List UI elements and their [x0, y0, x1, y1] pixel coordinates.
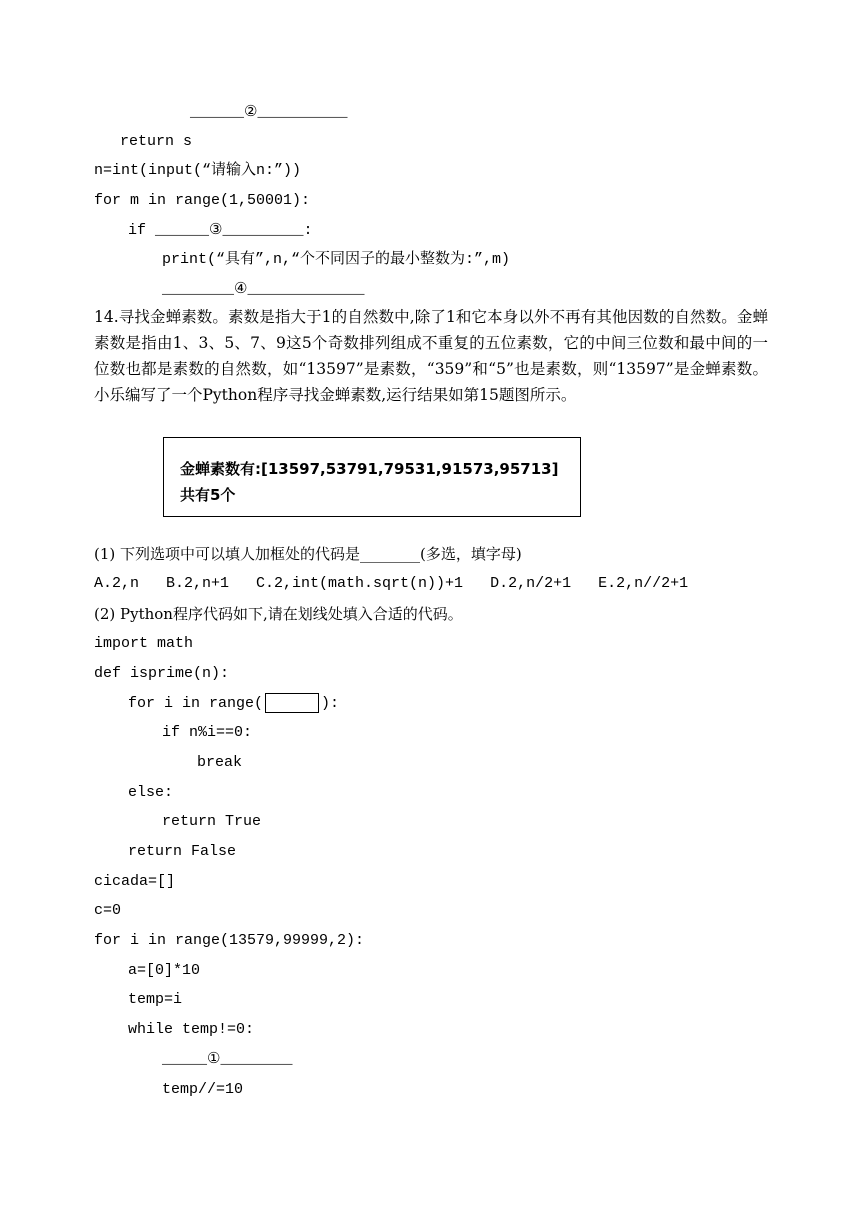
code-temp-div: temp//=10: [162, 1081, 244, 1098]
code-if-prefix: if: [128, 222, 156, 239]
code-return-true: return True: [162, 813, 262, 830]
answer-options: A.2,n B.2,n+1 C.2,int(math.sqrt(n))+1 D.2,n/2+1 E.2,n//2+1: [94, 575, 689, 592]
code-def-isprime: def isprime(n):: [94, 665, 230, 682]
code-for-m: for m in range(1,50001):: [94, 192, 311, 209]
code-cicada: cicada=[]: [94, 873, 176, 890]
code-return-s: return s: [120, 133, 193, 150]
code-if-mod: if n%i==0:: [162, 724, 253, 741]
code-for-i-prefix: for i in range(: [128, 694, 264, 712]
code-a-init: a=[0]*10: [128, 962, 201, 979]
result-figure-box: [163, 437, 581, 517]
code-while: while temp!=0:: [128, 1021, 255, 1038]
code-import: import math: [94, 635, 194, 652]
subquestion-2: (2) Python程序代码如下,请在划线处填入合适的代码。: [94, 605, 463, 623]
subquestion-1: (1) 下列选项中可以填人加框处的代码是________(多选，填字母): [94, 545, 522, 563]
blank-4[interactable]: ________④_____________: [162, 281, 365, 298]
boxed-blank[interactable]: [265, 693, 319, 713]
code-if-suffix: :: [303, 222, 313, 239]
code-print-line: print(“具有”,n,“个不同因子的最小整数为:”,m): [162, 251, 511, 268]
blank-3[interactable]: ______③_________: [155, 222, 304, 239]
code-for-i-suffix: ):: [321, 694, 340, 712]
code-else: else:: [128, 784, 174, 801]
blank-1[interactable]: _____①________: [162, 1051, 293, 1068]
code-for-i-line: [128, 693, 339, 714]
result-line-primes: 金蝉素数有:[13597,53791,79531,91573,95713]: [180, 460, 559, 478]
code-if-line: [128, 221, 313, 241]
code-for-range: for i in range(13579,99999,2):: [94, 932, 365, 949]
code-break: break: [197, 754, 243, 771]
result-line-count: 共有5个: [180, 486, 236, 504]
code-input-n: n=int(input(“请输入n:”)): [94, 162, 302, 179]
code-c0: c=0: [94, 902, 122, 919]
code-temp-i: temp=i: [128, 991, 183, 1008]
code-return-false: return False: [128, 843, 237, 860]
question-14-text: 14.寻找金蝉素数。素数是指大于1的自然数中,除了1和它本身以外不再有其他因数的自然数。金蝉素数是指由1、3、5、7、9这5个奇数排列组成不重复的五位素数，它的中间三位数和最中间的一位数也都是素数的自然数，如“13597”是素数，“359”和“5”也是素数，则“13597”是金蝉素数。小乐编写了一个Python程序寻找金蝉素数,运行结果如第15题图所示。: [94, 308, 768, 404]
blank-2[interactable]: ______②__________: [190, 104, 348, 121]
